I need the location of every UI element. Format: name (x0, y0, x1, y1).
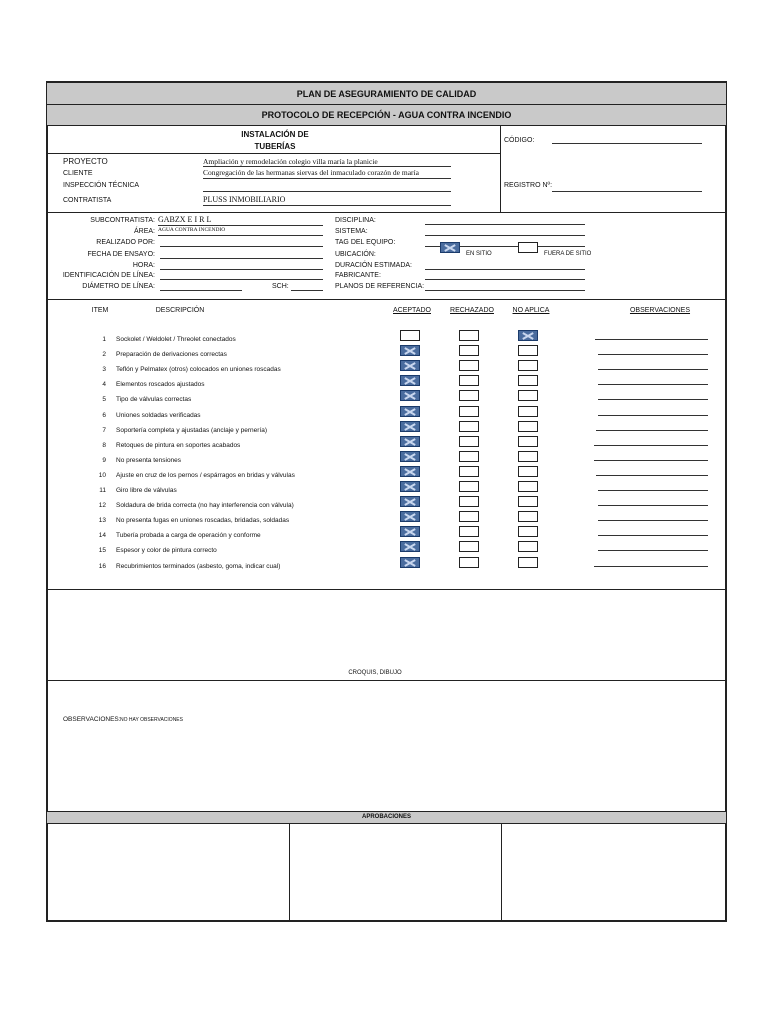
item-number: 14 (98, 532, 106, 540)
registro-label: REGISTRO Nº: (504, 182, 553, 189)
observation-field[interactable] (598, 490, 708, 491)
divider (500, 126, 501, 212)
no-aplica-checkbox[interactable] (518, 511, 538, 522)
aceptado-checkbox[interactable] (400, 526, 420, 537)
observation-field[interactable] (598, 369, 708, 370)
install-title-line1: INSTALACIÓN DE (241, 130, 309, 139)
fecha-field[interactable] (160, 258, 323, 259)
inspeccion-field[interactable] (203, 191, 451, 192)
item-description: Soportería completa y ajustadas (anclaje y pernería) (116, 426, 268, 434)
observation-field[interactable] (596, 430, 708, 431)
item-number: 11 (99, 487, 106, 494)
item-description: Giro libre de válvulas (116, 487, 177, 494)
item-number: 5 (102, 396, 106, 404)
item-description: Espesor y color de pintura correcto (116, 547, 217, 555)
subcontratista-value: GABZX E I R L (158, 215, 212, 224)
divider (47, 212, 726, 213)
rechazado-checkbox[interactable] (459, 375, 479, 386)
no-aplica-checkbox[interactable] (518, 330, 538, 341)
no-aplica-checkbox[interactable] (518, 390, 538, 401)
aceptado-checkbox[interactable] (400, 360, 420, 371)
item-description: Ajuste en cruz de los pernos / espárragos en bridas y válvulas (116, 471, 295, 479)
no-aplica-checkbox[interactable] (518, 421, 538, 432)
item-description: No presenta fugas en uniones roscadas, bridadas, soldadas (116, 517, 290, 525)
item-description: Teflón y Pelmatex (otros) colocados en uniones roscadas (116, 366, 281, 374)
no-aplica-checkbox[interactable] (518, 466, 538, 477)
planos-field[interactable] (425, 290, 585, 291)
divider (501, 824, 502, 921)
col-descripcion-header: DESCRIPCIÓN (155, 307, 205, 314)
no-aplica-checkbox[interactable] (518, 557, 538, 568)
aceptado-checkbox[interactable] (400, 451, 420, 462)
item-number: 9 (102, 456, 106, 464)
croquis-label: CROQUIS, DIBUJO (348, 670, 402, 676)
hora-label: HORA: (132, 262, 155, 269)
col-item-header: ITEM (91, 307, 109, 314)
item-number: 10 (98, 471, 106, 479)
no-aplica-checkbox[interactable] (518, 541, 538, 552)
rechazado-checkbox[interactable] (459, 466, 479, 477)
aceptado-checkbox[interactable] (400, 345, 420, 356)
planos-label: PLANOS DE REFERENCIA: (335, 283, 425, 290)
item-number: 2 (102, 351, 106, 359)
aceptado-checkbox[interactable] (400, 421, 420, 432)
rechazado-checkbox[interactable] (459, 390, 479, 401)
observation-field[interactable] (598, 535, 708, 536)
no-aplica-checkbox[interactable] (518, 481, 538, 492)
fuera-sitio-checkbox[interactable] (518, 242, 538, 253)
observation-field[interactable] (598, 399, 708, 400)
observation-field[interactable] (598, 550, 708, 551)
no-aplica-checkbox[interactable] (518, 436, 538, 447)
observation-field[interactable] (598, 384, 708, 385)
col-rechazado-header: RECHAZADO (450, 307, 494, 314)
item-description: Preparación de derivaciones correctas (116, 351, 227, 359)
tag-label: TAG DEL EQUIPO: (335, 239, 396, 246)
cliente-value: Congregación de las hermanas siervas del inmaculado corazón de maría (203, 168, 419, 177)
duracion-field[interactable] (425, 269, 585, 270)
no-aplica-checkbox[interactable] (518, 406, 538, 417)
item-description: Tipo de válvulas correctas (116, 396, 192, 404)
sistema-label: SISTEMA: (335, 228, 368, 235)
area-label: ÁREA: (133, 228, 155, 235)
sch-label: SCH: (272, 283, 289, 290)
rechazado-checkbox[interactable] (459, 421, 479, 432)
no-aplica-checkbox[interactable] (518, 451, 538, 462)
item-number: 16 (98, 562, 106, 570)
rechazado-checkbox[interactable] (459, 496, 479, 507)
observation-field[interactable] (594, 445, 708, 446)
divider (47, 589, 726, 590)
rechazado-checkbox[interactable] (459, 511, 479, 522)
no-aplica-checkbox[interactable] (518, 496, 538, 507)
item-number: 8 (102, 441, 106, 449)
diametro-label: DIÁMETRO DE LÍNEA: (82, 283, 155, 290)
no-aplica-checkbox[interactable] (518, 526, 538, 537)
aceptado-checkbox[interactable] (400, 330, 420, 341)
col-observaciones-header: OBSERVACIONES (629, 307, 691, 314)
divider (47, 680, 726, 681)
col-no-aplica-header: NO APLICA (512, 307, 550, 314)
rechazado-checkbox[interactable] (459, 360, 479, 371)
divider (47, 153, 500, 154)
contratista-value: PLUSS INMOBILIARIO (203, 195, 286, 204)
item-description: Elementos roscados ajustados (116, 381, 205, 389)
rechazado-checkbox[interactable] (459, 541, 479, 552)
codigo-field[interactable] (552, 143, 702, 144)
rechazado-checkbox[interactable] (459, 481, 479, 492)
aceptado-checkbox[interactable] (400, 466, 420, 477)
en-sitio-checkbox[interactable] (440, 242, 460, 253)
cliente-label: CLIENTE (63, 170, 93, 177)
install-title-line2: TUBERÍAS (254, 142, 296, 151)
subcontratista-label: SUBCONTRATISTA: (90, 217, 155, 224)
aceptado-checkbox[interactable] (400, 406, 420, 417)
realizado-label: REALIZADO POR: (96, 239, 155, 246)
aceptado-checkbox[interactable] (400, 436, 420, 447)
registro-field[interactable] (552, 191, 702, 192)
aceptado-checkbox[interactable] (400, 481, 420, 492)
proyecto-value: Ampliación y remodelación colegio villa maría la planicie (203, 157, 378, 166)
observation-field[interactable] (598, 354, 708, 355)
fecha-label: FECHA DE ENSAYO: (87, 251, 155, 258)
identificacion-label: IDENTIFICACIÓN DE LÍNEA: (62, 272, 155, 279)
item-number: 3 (102, 366, 106, 374)
sch-field[interactable] (291, 290, 323, 291)
fuera-sitio-label: FUERA DE SITIO (544, 251, 592, 257)
ubicacion-label: UBICACIÓN: (335, 251, 376, 258)
codigo-label: CÓDIGO: (504, 137, 535, 144)
divider (47, 299, 726, 300)
proyecto-label: PROYECTO (63, 157, 108, 166)
item-number: 13 (98, 517, 106, 525)
divider (289, 824, 290, 921)
aceptado-checkbox[interactable] (400, 390, 420, 401)
disciplina-label: DISCIPLINA: (335, 217, 376, 224)
aceptado-checkbox[interactable] (400, 375, 420, 386)
no-aplica-checkbox[interactable] (518, 360, 538, 371)
protocol-title: PROTOCOLO DE RECEPCIÓN - AGUA CONTRA INCENDIO (47, 105, 726, 125)
observation-field[interactable] (595, 339, 708, 340)
item-number: 7 (102, 426, 106, 434)
contratista-label: CONTRATISTA (63, 197, 112, 204)
rechazado-checkbox[interactable] (459, 436, 479, 447)
observation-field[interactable] (594, 460, 708, 461)
duracion-label: DURACIÓN ESTIMADA: (335, 262, 413, 269)
area-field[interactable] (158, 235, 323, 236)
item-number: 6 (102, 411, 106, 419)
item-description: Sockolet / Weldolet / Threolet conectados (116, 336, 236, 343)
identificacion-field[interactable] (160, 279, 323, 280)
observation-field[interactable] (594, 566, 708, 567)
observation-field[interactable] (598, 415, 708, 416)
en-sitio-label: EN SITIO (466, 251, 492, 257)
item-number: 12 (98, 502, 106, 510)
observaciones-value: NO HAY OBSERVACIONES (120, 717, 183, 723)
hora-field[interactable] (160, 269, 323, 270)
aprobaciones-header: APROBACIONES (47, 812, 726, 823)
rechazado-checkbox[interactable] (459, 330, 479, 341)
rechazado-checkbox[interactable] (459, 451, 479, 462)
inspeccion-label: INSPECCIÓN TÉCNICA (63, 182, 140, 189)
contratista-field[interactable] (203, 205, 451, 206)
diametro-field[interactable] (160, 290, 242, 291)
no-aplica-checkbox[interactable] (518, 375, 538, 386)
col-aceptado-header: ACEPTADO (393, 307, 431, 314)
rechazado-checkbox[interactable] (459, 526, 479, 537)
item-number: 15 (98, 547, 106, 555)
disciplina-field[interactable] (425, 224, 585, 225)
item-description: No presenta tensiones (116, 456, 182, 464)
item-description: Soldadura de brida correcta (no hay interferencia con válvula) (116, 502, 294, 510)
signature-box-1[interactable] (48, 824, 288, 920)
rechazado-checkbox[interactable] (459, 557, 479, 568)
realizado-field[interactable] (160, 246, 323, 247)
observation-field[interactable] (596, 475, 708, 476)
proyecto-field[interactable] (203, 166, 451, 167)
rechazado-checkbox[interactable] (459, 345, 479, 356)
item-description: Uniones soldadas verificadas (116, 411, 201, 419)
aceptado-checkbox[interactable] (400, 541, 420, 552)
item-description: Recubrimientos terminados (asbesto, goma, indicar cual) (116, 562, 281, 570)
aceptado-checkbox[interactable] (400, 557, 420, 568)
divider (47, 125, 726, 126)
item-description: Tubería probada a carga de operación y conforme (116, 532, 261, 540)
area-value: AGUA CONTRA INCENDIO (158, 227, 226, 233)
cliente-field[interactable] (203, 178, 451, 179)
plan-title: PLAN DE ASEGURAMIENTO DE CALIDAD (47, 83, 726, 105)
observaciones-label: OBSERVACIONES: (63, 716, 121, 723)
signature-box-3[interactable] (503, 824, 725, 920)
rechazado-checkbox[interactable] (459, 406, 479, 417)
fabricante-label: FABRICANTE: (335, 272, 381, 279)
signature-box-2[interactable] (291, 824, 500, 920)
fabricante-field[interactable] (425, 279, 585, 280)
sistema-field[interactable] (425, 235, 585, 236)
observation-field[interactable] (598, 505, 708, 506)
item-number: 4 (102, 381, 106, 389)
aceptado-checkbox[interactable] (400, 496, 420, 507)
item-description: Retoques de pintura en soportes acabados (116, 441, 241, 449)
observation-field[interactable] (598, 520, 708, 521)
item-number: 1 (102, 336, 106, 343)
aceptado-checkbox[interactable] (400, 511, 420, 522)
no-aplica-checkbox[interactable] (518, 345, 538, 356)
